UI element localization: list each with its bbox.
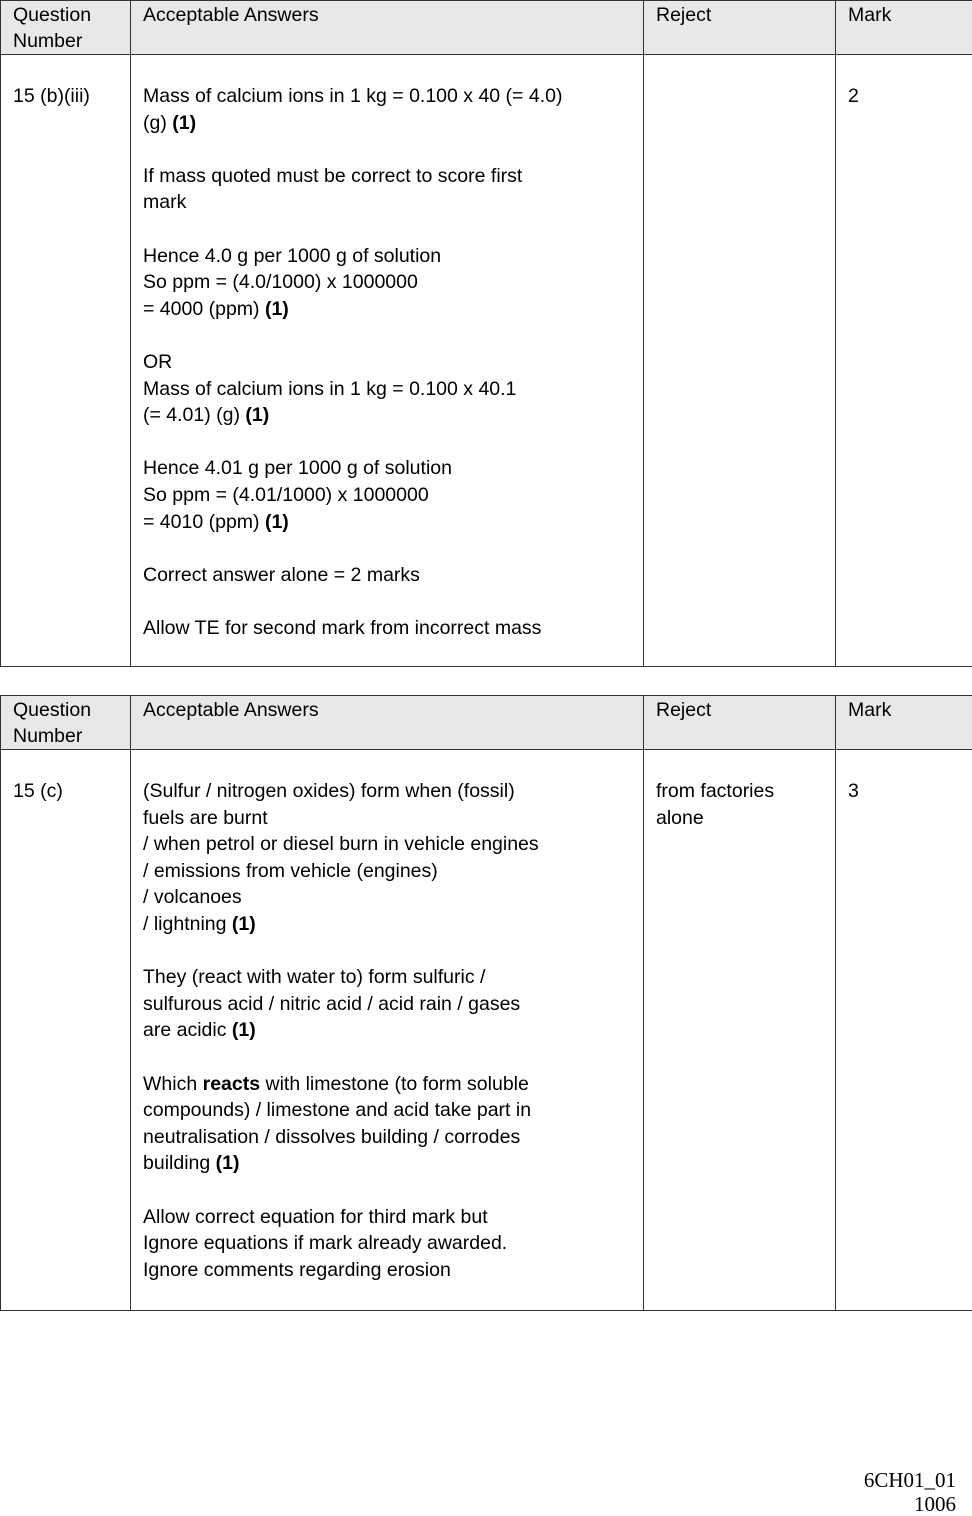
answer-line: If mass quoted must be correct to score first <box>143 164 523 187</box>
answer-line: Hence 4.0 g per 1000 g of solution <box>143 244 442 267</box>
answer-text: / lightning <box>143 912 227 935</box>
mark-scheme-table-15biii <box>0 0 972 667</box>
answer-line <box>143 911 633 938</box>
question-number: 15 (c) <box>1 750 131 1311</box>
reject-cell <box>644 750 836 1311</box>
answer-text: are acidic <box>143 1019 227 1042</box>
answer-line: (Sulfur / nitrogen oxides) form when (fossil) <box>143 780 515 802</box>
table-header-row <box>1 1 972 55</box>
answer-text: (g) <box>143 111 167 134</box>
answer-paragraph <box>143 349 633 429</box>
answer-text: building <box>143 1152 211 1175</box>
paper-code: 6CH01_01 <box>863 1468 956 1492</box>
answer-line <box>143 1071 633 1098</box>
answer-paragraph <box>143 1204 633 1284</box>
mark-cell: 3 <box>836 750 972 1311</box>
mark-award: (1) <box>245 404 270 427</box>
answer-line: mark <box>143 191 187 214</box>
answer-paragraph <box>143 243 633 323</box>
header-acceptable-answers: Acceptable Answers <box>131 1 644 55</box>
mark-award: (1) <box>231 912 256 935</box>
mark-award: (1) <box>215 1152 240 1175</box>
header-mark: Mark <box>836 1 972 55</box>
emphasis-text: reacts <box>202 1072 261 1095</box>
answer-paragraph <box>143 964 633 1044</box>
table-row <box>1 55 972 667</box>
acceptable-answers-cell <box>131 55 644 667</box>
answer-line: Mass of calcium ions in 1 kg = 0.100 x 40 (= 4.0) <box>143 85 563 107</box>
header-acceptable-answers: Acceptable Answers <box>131 696 644 750</box>
answer-line: / emissions from vehicle (engines) <box>143 859 438 882</box>
mark-award: (1) <box>264 510 289 533</box>
answer-text: = 4010 (ppm) <box>143 510 260 533</box>
table-row <box>1 750 972 1311</box>
answer-line: fuels are burnt <box>143 806 268 829</box>
answer-line <box>143 1017 633 1044</box>
answer-line <box>143 402 633 429</box>
mark-award: (1) <box>172 111 197 134</box>
answer-line: Mass of calcium ions in 1 kg = 0.100 x 40.1 <box>143 377 517 400</box>
page-footer <box>864 1468 956 1516</box>
reject-line: from factories <box>656 780 775 802</box>
answer-line: Allow correct equation for third mark but <box>143 1205 488 1228</box>
mark-cell: 2 <box>836 55 972 667</box>
answer-text: Which <box>143 1072 198 1095</box>
answer-line <box>143 509 633 536</box>
mark-award: (1) <box>264 297 289 320</box>
reject-line: alone <box>656 806 704 829</box>
answer-line: Ignore equations if mark already awarded. <box>143 1232 508 1255</box>
mark-award: (1) <box>231 1019 256 1042</box>
header-question-number: Question Number <box>1 1 131 55</box>
answer-line: compounds) / limestone and acid take part in <box>143 1099 532 1122</box>
answer-line <box>143 110 633 137</box>
answer-line: Hence 4.01 g per 1000 g of solution <box>143 457 452 480</box>
answer-line: So ppm = (4.01/1000) x 1000000 <box>143 483 429 506</box>
acceptable-answers-cell <box>131 750 644 1311</box>
answer-paragraph <box>143 455 633 535</box>
table-header-row <box>1 696 972 750</box>
answer-line <box>143 1150 633 1177</box>
answer-paragraph <box>143 615 633 642</box>
reject-cell <box>644 55 836 667</box>
answer-paragraph <box>143 163 633 216</box>
answer-line: neutralisation / dissolves building / corrodes <box>143 1125 521 1148</box>
answer-paragraph <box>143 83 633 136</box>
answer-line <box>143 296 633 323</box>
answer-paragraph <box>143 562 633 589</box>
answer-paragraph <box>143 778 633 938</box>
answer-line: OR <box>143 350 173 373</box>
answer-line: Correct answer alone = 2 marks <box>143 563 420 586</box>
page-number: 1006 <box>914 1492 956 1516</box>
question-number: 15 (b)(iii) <box>1 55 131 667</box>
header-mark: Mark <box>836 696 972 750</box>
header-reject: Reject <box>644 1 836 55</box>
answer-line: / volcanoes <box>143 886 242 909</box>
answer-line: So ppm = (4.0/1000) x 1000000 <box>143 271 418 294</box>
header-question-number: Question Number <box>1 696 131 750</box>
answer-line: Allow TE for second mark from incorrect mass <box>143 616 542 639</box>
answer-line: They (react with water to) form sulfuric / <box>143 966 486 989</box>
answer-text: = 4000 (ppm) <box>143 297 260 320</box>
answer-text: (= 4.01) (g) <box>143 404 240 427</box>
answer-line: sulfurous acid / nitric acid / acid rain / gases <box>143 992 521 1015</box>
answer-paragraph <box>143 1071 633 1177</box>
answer-line: / when petrol or diesel burn in vehicle engines <box>143 833 539 856</box>
mark-scheme-table-15c <box>0 695 972 1311</box>
answer-line: Ignore comments regarding erosion <box>143 1258 451 1281</box>
header-reject: Reject <box>644 696 836 750</box>
answer-text: with limestone (to form soluble <box>265 1072 529 1095</box>
